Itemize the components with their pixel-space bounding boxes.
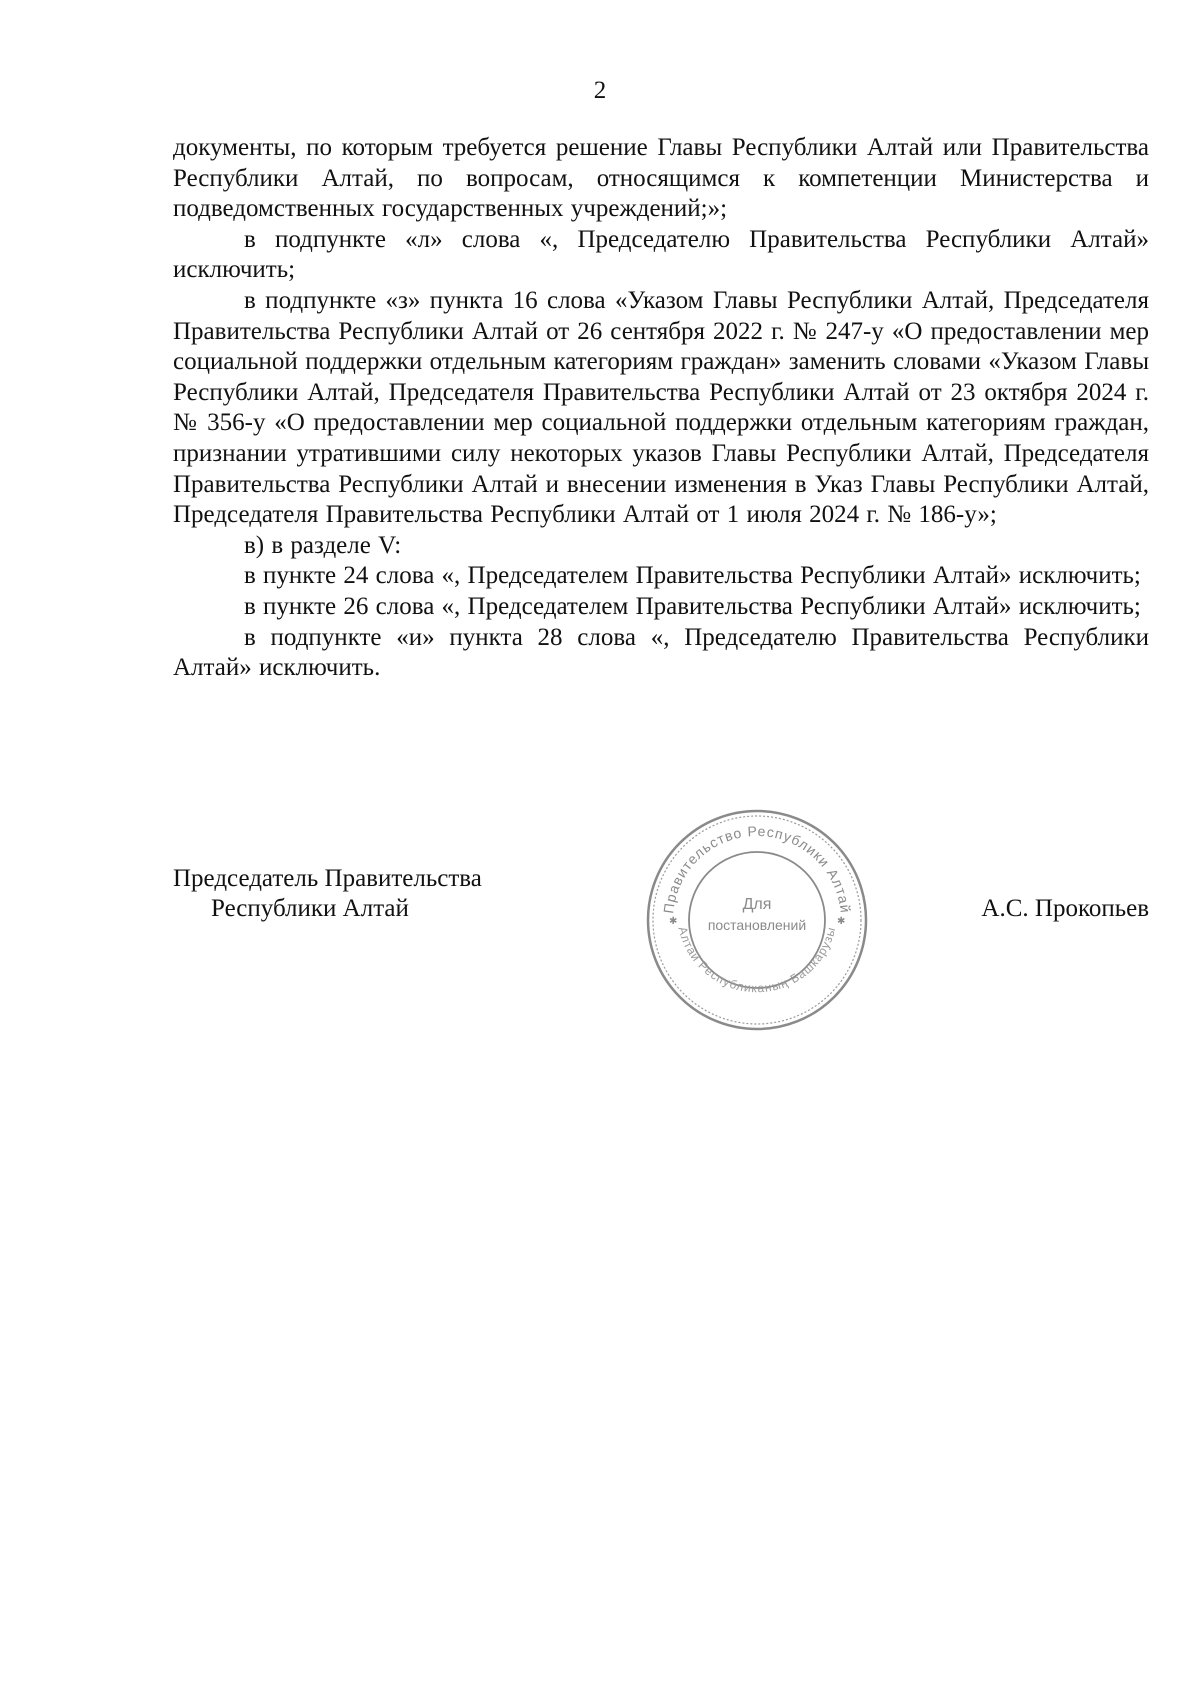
paragraph-subitem-z: в подпункте «з» пункта 16 слова «Указом Главы Республики Алтай, Председателя Правительства Республики Алтай от 26 сентября 2022 г. № 247-у «О предоставлении мер социальной поддержки отдельным категориям граждан» заменить словами «Указом Главы Республики Алтай, Председателя Правительства Республики Алтай от 23 октября 2024 г. № 356-у «О предоставлении мер социальной поддержки отдельным категориям граждан, признании утратившими силу некоторых указов Главы Республики Алтай, Председателя Правительства Республики Алтай и внесении изменения в Указ Главы Республики Алтай, Председателя Правительства Республики Алтай от 1 июля 2024 г. № 186-у»;	[173, 286, 1149, 529]
seal-star-right-icon: ✱	[837, 916, 846, 927]
signatory-name: А.С. Прокопьев	[981, 895, 1149, 922]
paragraph-item-28: в подпункте «и» пункта 28 слова «, Председателю Правительства Республики Алтай» исключить.	[173, 623, 1149, 682]
paragraph-subitem-l: в подпункте «л» слова «, Председателю Правительства Республики Алтай» исключить;	[173, 225, 1149, 284]
seal-outer-text: Правительство Республики Алтай	[660, 822, 854, 915]
signatory-title	[173, 864, 482, 924]
paragraph-section-v: в) в разделе V:	[244, 531, 402, 559]
paragraph-item-24: в пункте 24 слова «, Председателем Правительства Республики Алтай» исключить;	[244, 562, 1141, 590]
page-number: 2	[593, 77, 607, 104]
seal-star-left-icon: ✱	[669, 916, 678, 927]
seal-center-line1: Для	[742, 896, 772, 913]
official-seal-stamp	[643, 806, 871, 1034]
signatory-title-line2: Республики Алтай	[211, 895, 409, 922]
document-body	[173, 133, 1149, 684]
paragraph-item-26: в пункте 26 слова «, Председателем Правительства Республики Алтай» исключить;	[244, 592, 1141, 620]
seal-bottom-text: Алтай Республиканың Башкарузы	[675, 925, 839, 996]
seal-graphic	[643, 806, 871, 1034]
paragraph-continuation: документы, по которым требуется решение Главы Республики Алтай или Правительства Республики Алтай, по вопросам, относящимся к компетенции Министерства и подведомственных государственных учреждений;»;	[173, 134, 1149, 223]
seal-center-line2: постановлений	[707, 917, 807, 933]
signatory-title-line1: Председатель Правительства	[173, 865, 482, 892]
